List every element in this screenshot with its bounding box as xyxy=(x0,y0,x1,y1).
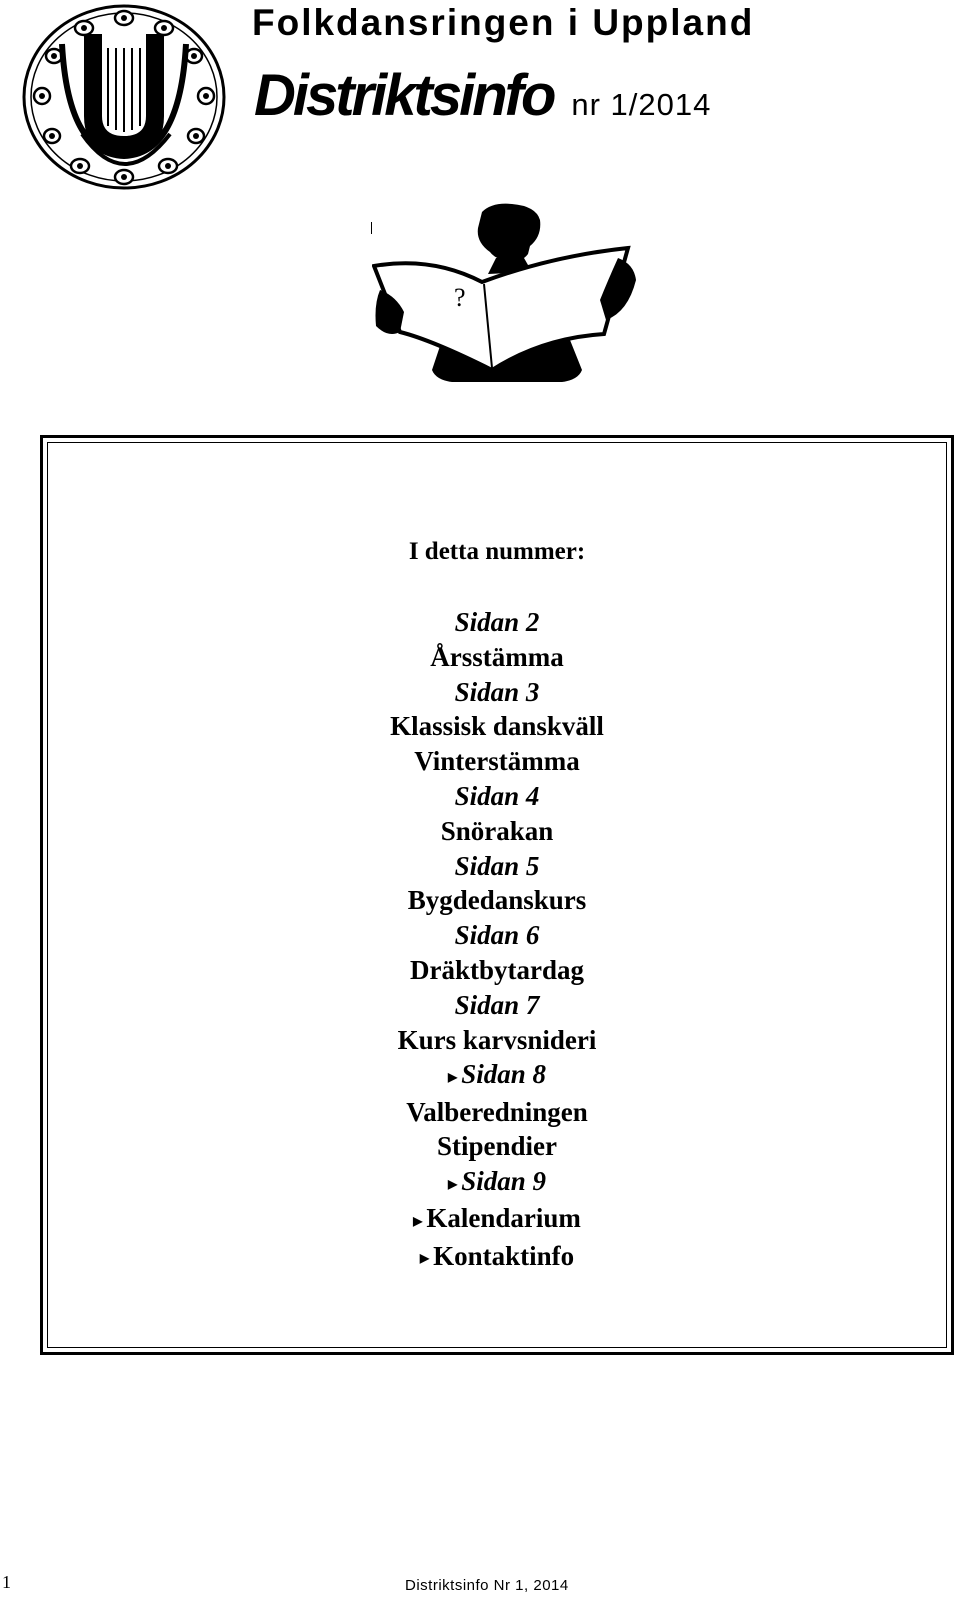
bullet-arrow-icon: ▶ xyxy=(419,1250,430,1265)
toc-page-ref xyxy=(48,988,946,1023)
toc-item-text: Sidan 6 xyxy=(454,920,540,951)
bullet-arrow-icon: ▶ xyxy=(447,1069,458,1084)
toc-item-text: Dräktbytardag xyxy=(410,954,584,985)
toc-item-text: Sidan 4 xyxy=(454,780,540,811)
toc-heading: I detta nummer: xyxy=(408,538,586,565)
toc-item-text: Kontaktinfo xyxy=(433,1240,575,1271)
toc-page-ref xyxy=(48,849,946,884)
toc-item-text: Stipendier xyxy=(436,1131,557,1162)
toc-page-ref xyxy=(48,1057,946,1094)
toc-item-text: Sidan 8 xyxy=(461,1059,547,1090)
toc-list xyxy=(48,605,946,1276)
toc-topic xyxy=(48,1095,946,1130)
toc-topic xyxy=(48,1023,946,1058)
toc-topic xyxy=(48,814,946,849)
toc-topic xyxy=(48,744,946,779)
publication-title: Distriktsinfo xyxy=(254,63,554,128)
toc-item-text: Valberedningen xyxy=(406,1096,588,1127)
toc-item-text: Sidan 7 xyxy=(454,989,540,1020)
toc-page-ref xyxy=(48,605,946,640)
toc-page-ref xyxy=(48,1164,946,1201)
bullet-arrow-icon: ▶ xyxy=(447,1176,458,1191)
toc-item-text: Sidan 5 xyxy=(454,850,540,881)
toc-item-text: Kalendarium xyxy=(426,1203,581,1234)
toc-item-text: Snörakan xyxy=(440,815,554,846)
toc-item-text: Sidan 9 xyxy=(461,1166,547,1197)
toc-item-text: Klassisk danskväll xyxy=(390,711,604,742)
toc-topic xyxy=(48,1239,946,1276)
toc-topic xyxy=(48,1201,946,1238)
organization-name: Folkdansringen i Uppland xyxy=(252,2,755,43)
toc-item-text: Kurs karvsnideri xyxy=(397,1024,597,1055)
masthead xyxy=(254,62,711,129)
toc-item-text: Vinterstämma xyxy=(414,746,580,777)
toc-topic xyxy=(48,640,946,675)
toc-topic xyxy=(48,1129,946,1164)
toc-item-text: Sidan 2 xyxy=(454,607,540,637)
toc-topic xyxy=(48,883,946,918)
toc-page-ref xyxy=(48,779,946,814)
toc-topic xyxy=(48,953,946,988)
question-mark: ? xyxy=(454,283,466,312)
toc-item-text: Årsstämma xyxy=(430,641,564,672)
bullet-arrow-icon: ▶ xyxy=(413,1213,423,1228)
toc-item-text: Bygdedanskurs xyxy=(407,885,587,916)
toc-page-ref xyxy=(48,675,946,710)
newspaper-reader-illustration xyxy=(372,200,640,386)
toc-page-ref xyxy=(48,918,946,953)
footer-running-title: Distriktsinfo Nr 1, 2014 xyxy=(405,1577,569,1594)
toc-topic xyxy=(48,709,946,744)
table-of-contents xyxy=(40,435,954,1355)
toc-item-text: Sidan 3 xyxy=(454,676,540,707)
issue-number: nr 1/2014 xyxy=(571,87,712,122)
page-number: 1 xyxy=(2,1572,11,1592)
folkdansringen-emblem xyxy=(22,4,226,190)
toc-inner-border xyxy=(47,442,947,1348)
